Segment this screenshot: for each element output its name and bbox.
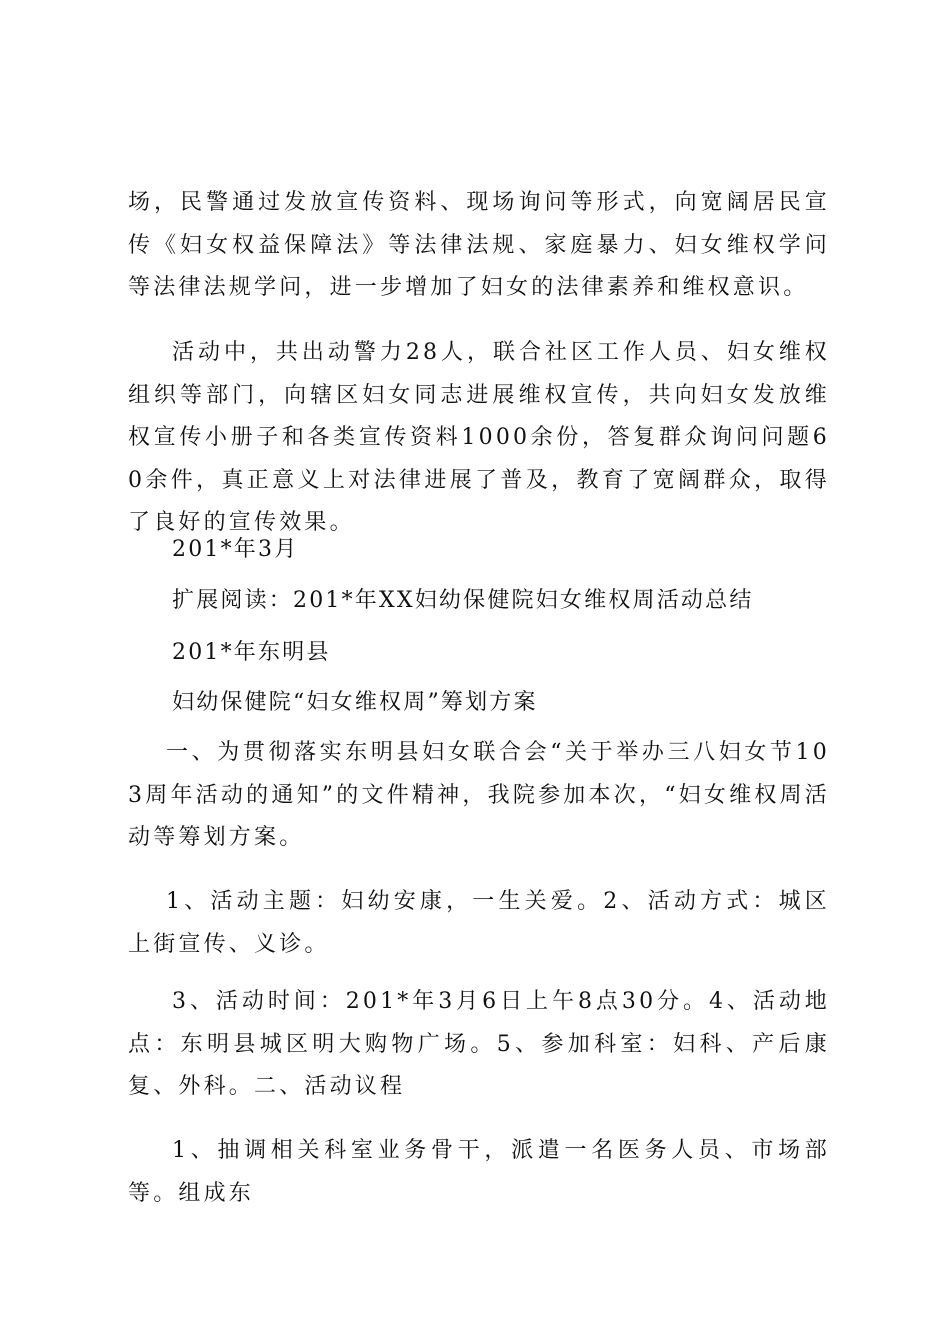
date-line: 201*年3月 xyxy=(172,537,299,562)
paragraph-staffing: 1、抽调相关科室业务骨干，派遣一名医务人员、市场部等。组成东 xyxy=(128,1138,830,1206)
plan-title: 妇幼保健院“妇女维权周”筹划方案 xyxy=(172,690,538,715)
paragraph-publicity-methods: 场，民警通过发放宣传资料、现场询问等形式，向宽阔居民宣传《妇女权益保障法》等法律法规、家庭暴力、妇女维权学问等法律法规学问，进一步增加了妇女的法律素养和维权意识。 xyxy=(128,190,830,300)
paragraph-theme-method: 1、活动主题：妇幼安康，一生关爱。2、活动方式：城区上街宣传、义诊。 xyxy=(128,889,830,957)
paragraph-activity-results: 活动中，共出动警力28人，联合社区工作人员、妇女维权组织等部门，向辖区妇女同志进展维权宣传，共向妇女发放维权宣传小册子和各类宣传资料1000余份，答复群众询问问题60余件，真正意义上对法律进展了普及，教育了宽阔群众，取得了良好的宣传效果。 xyxy=(128,340,830,535)
county-line: 201*年东明县 xyxy=(172,640,331,665)
paragraph-time-location: 3、活动时间：201*年3月6日上午8点30分。4、活动地点：东明县城区明大购物广场。5、参加科室：妇科、产后康复、外科。二、活动议程 xyxy=(128,989,830,1099)
paragraph-plan-purpose: 一、为贯彻落实东明县妇女联合会“关于举办三八妇女节103周年活动的通知”的文件精神，我院参加本次，“妇女维权周活动等筹划方案。 xyxy=(128,740,830,850)
extended-reading-title: 扩展阅读：201*年XX妇幼保健院妇女维权周活动总结 xyxy=(172,588,754,613)
